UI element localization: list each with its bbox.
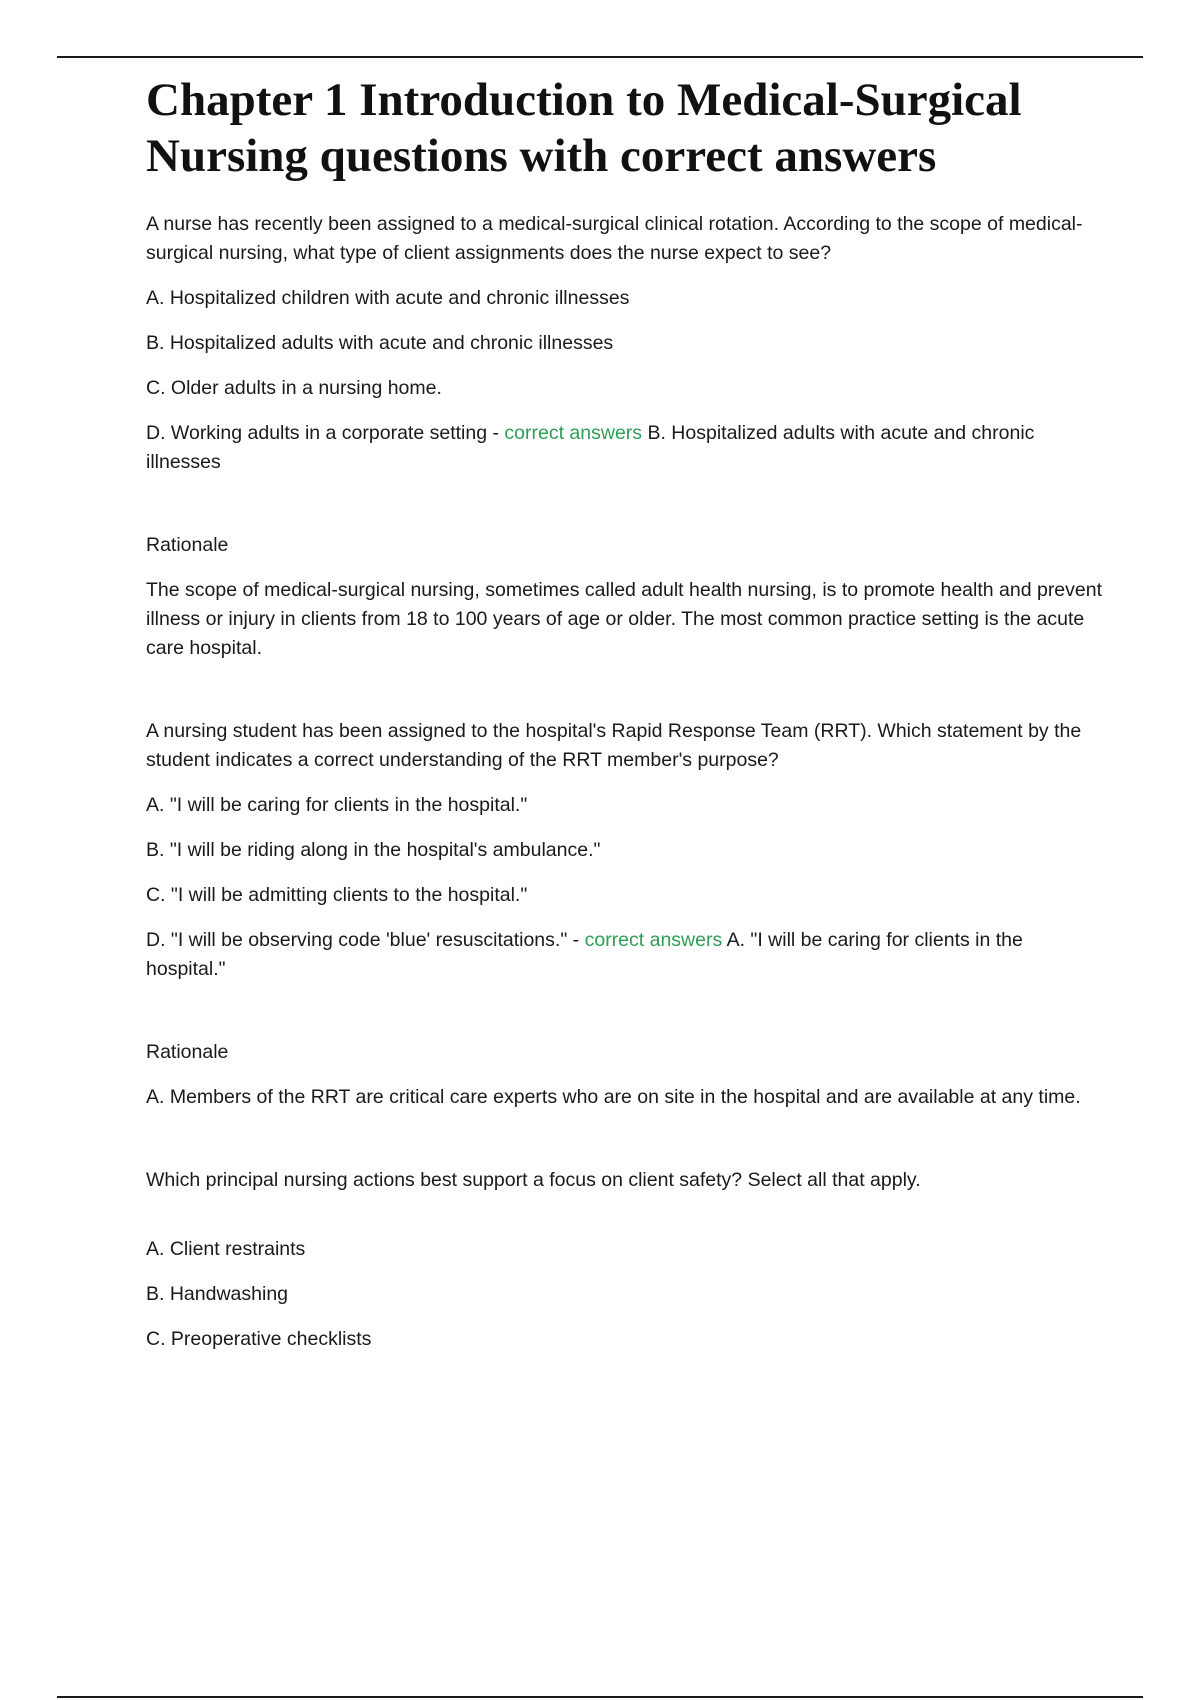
question-3-option-b: B. Handwashing (146, 1283, 289, 1305)
question-2-option-b: B. "I will be riding along in the hospital's ambulance." (146, 839, 601, 861)
question-1-option-d-with-answer (146, 419, 1106, 477)
question-2-option-d-with-answer (146, 926, 1106, 984)
question-1-option-d: D. Working adults in a corporate setting (146, 422, 488, 444)
top-rule (57, 56, 1143, 58)
question-1-rationale-label: Rationale (146, 534, 229, 556)
question-2-answer: A. "I will be caring for clients in the hospital." (146, 929, 1023, 980)
document-title: Chapter 1 Introduction to Medical-Surgical Nursing questions with correct answers (146, 74, 1022, 182)
question-3-option-a: A. Client restraints (146, 1238, 306, 1260)
question-2-option-a: A. "I will be caring for clients in the hospital." (146, 794, 528, 816)
answer-separator: - (567, 929, 585, 951)
question-3-stem: Which principal nursing actions best support a focus on client safety? Select all that apply. (146, 1169, 921, 1191)
question-2-option-d: D. "I will be observing code 'blue' resuscitations." (146, 929, 568, 951)
question-2-rationale-label: Rationale (146, 1041, 229, 1063)
question-2-rationale: A. Members of the RRT are critical care experts who are on site in the hospital and are available at any time. (146, 1086, 1081, 1108)
question-1-option-c: C. Older adults in a nursing home. (146, 377, 442, 399)
correct-answers-marker: correct answers (584, 929, 723, 951)
document-body (146, 72, 1106, 1370)
question-1-option-b: B. Hospitalized adults with acute and chronic illnesses (146, 332, 614, 354)
question-2-option-c: C. "I will be admitting clients to the hospital." (146, 884, 528, 906)
answer-separator: - (487, 422, 505, 444)
question-1-rationale: The scope of medical-surgical nursing, sometimes called adult health nursing, is to promote health and prevent illness or injury in clients from 18 to 100 years of age or older. The most common practice setting is the acute care hospital. (146, 579, 1103, 659)
question-2-stem: A nursing student has been assigned to the hospital's Rapid Response Team (RRT). Which statement by the student indicates a correct understanding of the RRT member's purpose? (146, 720, 1082, 771)
bottom-rule (57, 1696, 1143, 1698)
question-1-option-a: A. Hospitalized children with acute and chronic illnesses (146, 287, 630, 309)
question-1-answer: B. Hospitalized adults with acute and chronic illnesses (146, 422, 1035, 473)
correct-answers-marker: correct answers (504, 422, 643, 444)
question-1-stem: A nurse has recently been assigned to a medical-surgical clinical rotation. According to the scope of medical-surgical nursing, what type of client assignments does the nurse expect to see? (146, 213, 1083, 264)
question-3-option-c: C. Preoperative checklists (146, 1328, 372, 1350)
